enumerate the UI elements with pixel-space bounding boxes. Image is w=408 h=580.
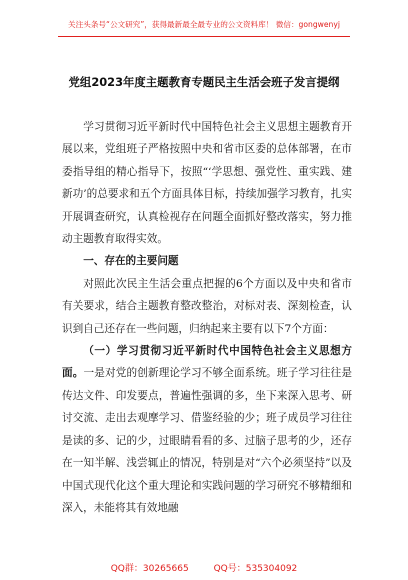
section-heading: 一、存在的主要问题 <box>83 255 179 268</box>
subsection-paragraph <box>62 340 352 519</box>
subsection-heading: （一）学习贯彻习近平新时代中国特色社会主义思想方面。 <box>62 345 352 380</box>
header-banner: 关注头条号“公文研究”，获得最新最全最专业的公文资料库！ 微信：gongwenyj <box>68 20 340 29</box>
subsection-text: 一是对党的创新理论学习不够全面系统。班子学习往往是传达文件、印发要点，普遍性强调的多，坐下来深入思考、研讨交流、走出去观摩学习、借鉴经验的少；班子成员学习往往是读的多、记的少，过眼睛看看的多、过脑子思考的少，还存在一知半解、浅尝辄止的情况，特别是对“六个必须坚持”以及中国式现代化这个重大理论和实践问题的学习研究不够精细和深入，未能将其有效地融 <box>62 367 353 514</box>
header-divider <box>58 36 350 37</box>
footer-contacts <box>0 561 408 574</box>
document-title: 党组2023年度主题教育专题民主生活会班子发言提纲 <box>68 75 340 89</box>
overview-paragraph: 对照此次民主生活会重点把握的6个方面以及中央和省市有关要求，结合主题教育整改整治，对标对表、深刻检查，认识到自己还存在一些问题，归纳起来主要有以下7个方面： <box>62 277 352 335</box>
intro-paragraph: 学习贯彻习近平新时代中国特色社会主义思想主题教育开展以来，党组班子严格按照中央和省市区委的总体部署，在市委指导组的精心指导下，按照“‘学思想、强党性、重实践、建新功’的总要求和五个方面具体目标，持续加强学习教育，扎实开展调查研究，认真检视存在问题全面抓好整改落实，努力推动主题教育取得实效。 <box>62 121 352 246</box>
footer-qq-number: QQ号：535304092 <box>213 564 298 574</box>
footer-qq-group: QQ群：30265665 <box>110 564 189 574</box>
document-body <box>62 116 352 519</box>
